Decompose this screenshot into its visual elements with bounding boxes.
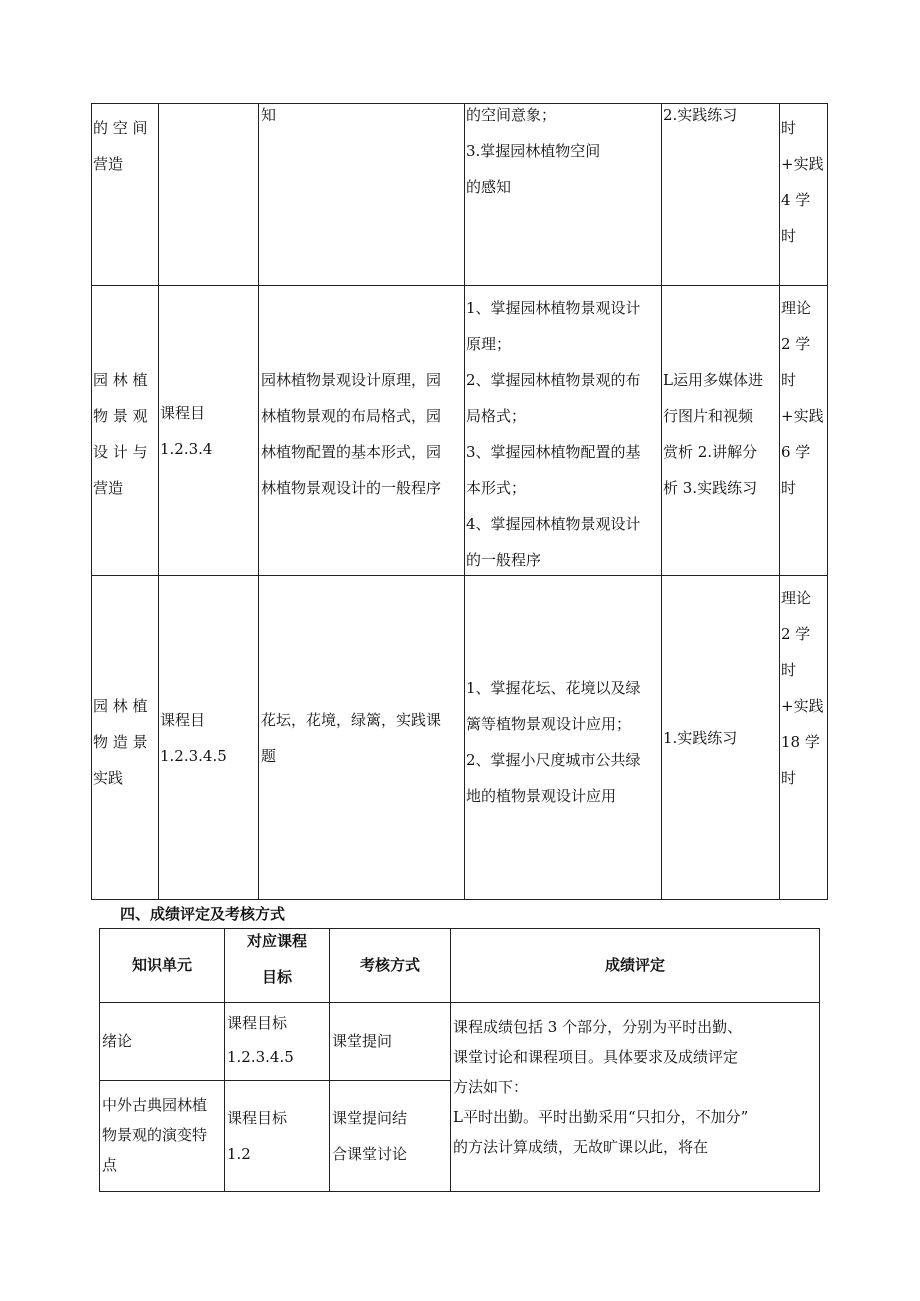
row3-goal-line: 1.2.3.4.5 — [160, 747, 227, 765]
row3-content — [261, 702, 463, 774]
row2-hours-line: 理论 — [781, 299, 812, 317]
grading-description-line: 方法如下： — [453, 1078, 529, 1096]
row3-hours — [781, 580, 827, 796]
table2-border — [99, 1191, 820, 1192]
row2-hours-line: 时 — [781, 479, 797, 497]
row3-method — [663, 720, 777, 756]
grading-description-line: 课堂讨论和课程项目。具体要求及成绩评定 — [453, 1048, 739, 1066]
row3-hours-line: 时 — [781, 769, 797, 787]
row3-requirement-line: 2、掌握小尺度城市公共绿 — [466, 751, 641, 769]
row1-content-line: 知 — [261, 106, 277, 124]
table1-border — [91, 575, 828, 576]
row2-unit — [93, 362, 157, 506]
row1-hours-line: 4 学 — [781, 191, 811, 209]
row2-hours-line: +实践 — [781, 407, 824, 425]
row2-content-line: 林植物景观设计的一般程序 — [261, 479, 442, 497]
header-unit: 知识单元 — [131, 956, 192, 974]
t2-row1-goal — [227, 1006, 327, 1074]
row3-requirement-line: 篱等植物景观设计应用； — [466, 715, 632, 733]
row1-unit — [93, 110, 157, 182]
row2-goal — [160, 395, 257, 467]
row2-hours-line: 6 学 — [781, 443, 811, 461]
row1-requirement-line: 的空间意象； — [466, 106, 557, 124]
table2-border — [99, 1002, 820, 1003]
row2-requirement-line: 1、掌握园林植物景观设计 — [466, 299, 641, 317]
row3-unit-line: 园 林 植 — [93, 697, 148, 715]
row3-method-line: 1.实践练习 — [663, 729, 738, 747]
row1-unit-line: 的 空 间 — [93, 119, 148, 137]
row1-requirement — [466, 97, 660, 205]
row3-requirement — [466, 670, 660, 814]
row1-content — [261, 97, 461, 133]
row3-goal-line: 课程目 — [160, 711, 206, 729]
row1-requirement-line: 的感知 — [466, 178, 512, 196]
row2-requirement-line: 本形式； — [466, 479, 527, 497]
row2-method — [663, 362, 779, 506]
t2-row2-method-line: 合课堂讨论 — [332, 1145, 408, 1163]
grading-description-line: 课程成绩包括 3 个部分，分别为平时出勤、 — [453, 1018, 743, 1036]
row1-method — [663, 97, 777, 133]
t2-row1-method-line: 课堂提问 — [332, 1032, 393, 1050]
row2-unit-line: 物 景 观 — [93, 407, 148, 425]
row2-hours-line: 时 — [781, 371, 797, 389]
row2-hours — [781, 290, 827, 506]
row2-unit-line: 设 计 与 — [93, 443, 148, 461]
grading-description — [453, 1012, 818, 1162]
row3-unit — [93, 688, 157, 796]
t2-row2-goal — [227, 1100, 327, 1172]
row1-hours — [781, 110, 827, 254]
row2-unit-line: 营造 — [93, 479, 124, 497]
row2-requirement-line: 原理； — [466, 335, 512, 353]
row3-content-line: 题 — [261, 747, 277, 765]
t2-row2-goal-line: 课程目标 — [227, 1109, 288, 1127]
row2-hours-line: 2 学 — [781, 335, 811, 353]
row1-hours-line: 时 — [781, 227, 797, 245]
row3-requirement-line: 地的植物景观设计应用 — [466, 787, 617, 805]
row2-content-line: 林植物景观的布局格式，园 — [261, 407, 442, 425]
t2-row1-unit-line: 绪论 — [102, 1032, 133, 1050]
row2-goal-line: 课程目 — [160, 404, 206, 422]
row3-requirement-line: 1、掌握花坛、花境以及绿 — [466, 679, 641, 697]
table1-border — [258, 103, 259, 900]
row2-requirement-line: 3、掌握园林植物配置的基 — [466, 443, 641, 461]
row1-hours-line: 时 — [781, 119, 797, 137]
row2-requirement-line: 的一般程序 — [466, 551, 542, 569]
t2-row2-goal-line: 1.2 — [227, 1145, 251, 1163]
t2-row2-method-line: 课堂提问结 — [332, 1109, 408, 1127]
row3-hours-line: 18 学 — [781, 733, 820, 751]
row2-content-line: 林植物配置的基本形式，园 — [261, 443, 442, 461]
row3-goal — [160, 702, 257, 774]
row2-goal-line: 1.2.3.4 — [160, 440, 213, 458]
table1-border — [661, 103, 662, 900]
t2-row1-unit — [102, 1024, 222, 1058]
grading-description-line: 的方法计算成绩，无故旷课以此，将在 — [453, 1138, 709, 1156]
table2-border — [819, 928, 820, 1192]
table2-border — [99, 928, 820, 929]
section-title: 四、成绩评定及考核方式 — [120, 905, 286, 923]
t2-row2-unit-line: 物景观的演变特 — [102, 1126, 208, 1144]
header-goal — [225, 923, 329, 995]
t2-row2-unit-line: 点 — [102, 1156, 118, 1174]
table1-border — [158, 103, 159, 900]
t2-row1-goal-line: 1.2.3.4.5 — [227, 1048, 294, 1066]
row3-hours-line: 时 — [781, 661, 797, 679]
table1-border — [827, 103, 828, 900]
header-grading: 成绩评定 — [604, 956, 665, 974]
row3-content-line: 花坛，花境，绿篱，实践课 — [261, 711, 442, 729]
row3-unit-line: 物 造 景 — [93, 733, 148, 751]
grading-description-line: L平时出勤。平时出勤采用“只扣分，不加分” — [453, 1108, 749, 1126]
row2-method-line: L运用多媒体进 — [663, 371, 763, 389]
row1-method-line: 2.实践练习 — [663, 106, 738, 124]
row2-requirement-line: 2、掌握园林植物景观的布 — [466, 371, 641, 389]
row2-method-line: 赏析 2.讲解分 — [663, 443, 758, 461]
t2-row2-method — [332, 1100, 448, 1172]
row1-unit-line: 营造 — [93, 155, 124, 173]
row2-method-line: 行图片和视频 — [663, 407, 754, 425]
header-method: 考核方式 — [359, 956, 420, 974]
row2-method-line: 析 3.实践练习 — [663, 479, 758, 497]
table2-border — [99, 1080, 451, 1081]
row3-hours-line: +实践 — [781, 697, 824, 715]
table1-border — [91, 103, 92, 900]
t2-row2-unit-line: 中外古典园林植 — [102, 1096, 208, 1114]
header-goal-line: 对应课程 — [246, 932, 307, 950]
t2-row1-goal-line: 课程目标 — [227, 1014, 288, 1032]
t2-row1-method — [332, 1024, 448, 1058]
row3-unit-line: 实践 — [93, 769, 124, 787]
row3-hours-line: 2 学 — [781, 625, 811, 643]
table1-border — [91, 899, 828, 900]
row2-requirement-line: 4、掌握园林植物景观设计 — [466, 515, 641, 533]
row1-requirement-line: 3.掌握园林植物空间 — [466, 142, 601, 160]
row2-content-line: 园林植物景观设计原理，园 — [261, 371, 442, 389]
t2-row2-unit — [102, 1090, 224, 1180]
table1-border — [91, 285, 828, 286]
row2-unit-line: 园 林 植 — [93, 371, 148, 389]
table1-border — [779, 103, 780, 900]
table1-border — [464, 103, 465, 900]
row3-hours-line: 理论 — [781, 589, 812, 607]
header-goal-line: 目标 — [261, 968, 292, 986]
row1-hours-line: +实践 — [781, 155, 824, 173]
row2-requirement — [466, 290, 660, 574]
row2-content — [261, 362, 463, 506]
row2-requirement-line: 局格式； — [466, 407, 527, 425]
